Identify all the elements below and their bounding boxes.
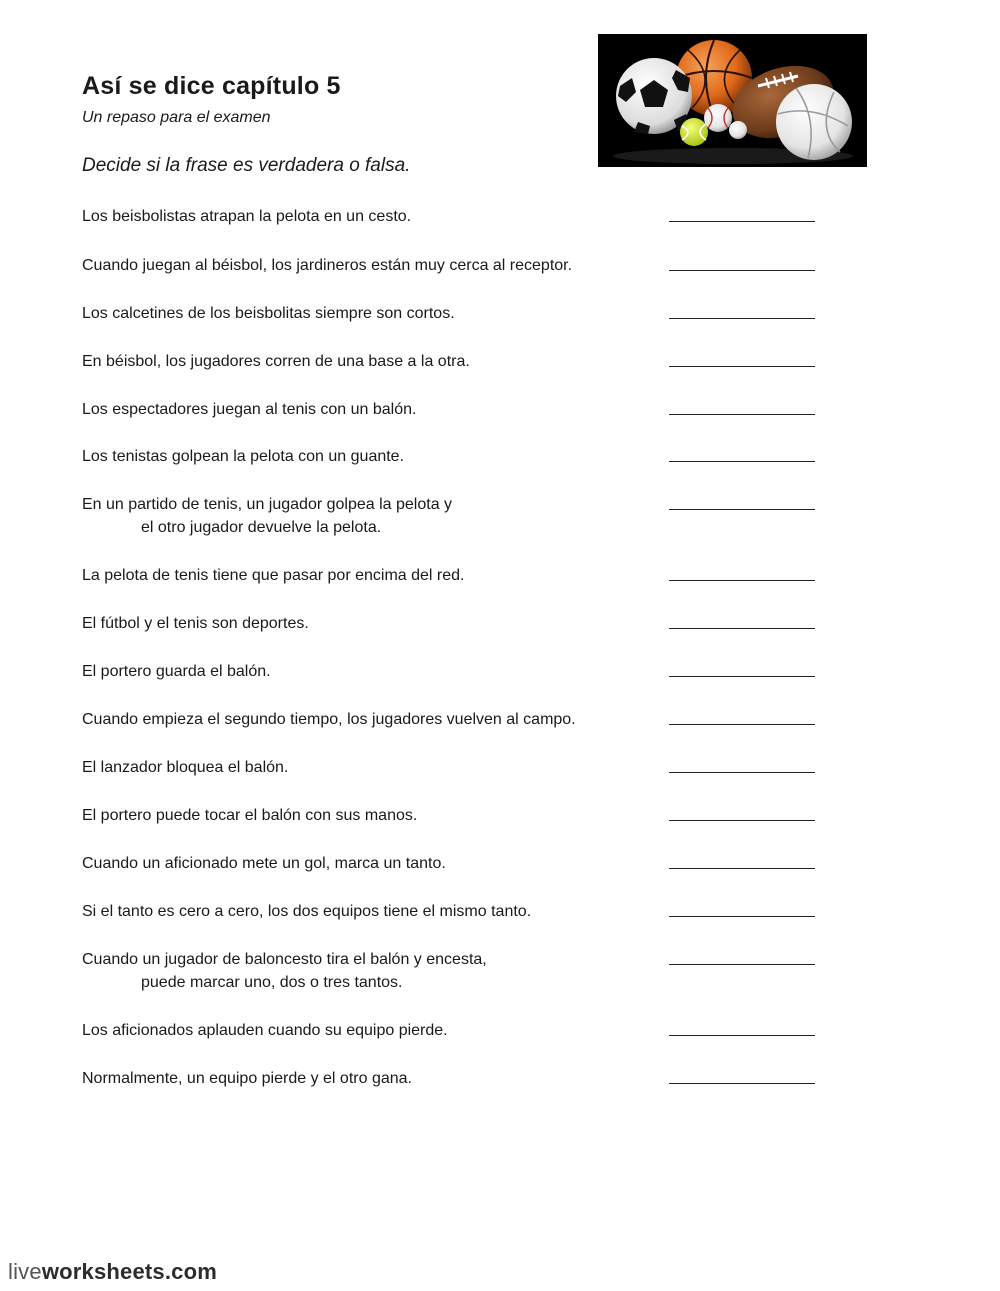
statement-item	[82, 493, 822, 564]
answer-blank[interactable]	[669, 964, 815, 965]
statement-item	[82, 350, 822, 398]
answer-blank[interactable]	[669, 820, 815, 821]
answer-blank[interactable]	[669, 676, 815, 677]
answer-blank[interactable]	[669, 772, 815, 773]
statement-text: Si el tanto es cero a cero, los dos equipos tiene el mismo tanto.	[82, 903, 532, 920]
worksheet-title: Así se dice capítulo 5	[82, 72, 341, 100]
sports-balls-photo	[598, 34, 867, 167]
statement-item	[82, 900, 822, 948]
statement-item	[82, 708, 822, 756]
brand-suffix: .com	[164, 1259, 218, 1284]
site-brand	[8, 1259, 217, 1285]
statement-text: El portero guarda el balón.	[82, 663, 271, 680]
statement-item	[82, 398, 822, 445]
statement-text: Los tenistas golpean la pelota con un guante.	[82, 448, 405, 465]
statement-item	[82, 254, 822, 302]
statement-text: Cuando juegan al béisbol, los jardineros están muy cerca al receptor.	[82, 257, 573, 274]
statement-text: Los espectadores juegan al tenis con un balón.	[82, 401, 417, 418]
volleyball-icon	[776, 84, 852, 160]
statement-text: El fútbol y el tenis son deportes.	[82, 615, 309, 632]
sports-balls-illustration	[598, 34, 867, 167]
answer-blank[interactable]	[669, 724, 815, 725]
answer-blank[interactable]	[669, 461, 815, 462]
answer-blank[interactable]	[669, 509, 815, 510]
instructions: Decide si la frase es verdadera o falsa.	[82, 155, 411, 176]
statement-text: Los calcetines de los beisbolitas siempre son cortos.	[82, 305, 455, 322]
statement-item	[82, 205, 822, 254]
brand-light: live	[8, 1259, 42, 1284]
worksheet-subtitle: Un repaso para el examen	[82, 109, 271, 126]
baseball-icon	[704, 104, 732, 132]
answer-blank[interactable]	[669, 221, 815, 222]
statement-text: En un partido de tenis, un jugador golpea la pelota y	[82, 496, 453, 513]
golf-ball-icon	[729, 121, 747, 139]
answer-blank[interactable]	[669, 270, 815, 271]
soccer-ball-icon	[616, 58, 692, 134]
statement-text: El lanzador bloquea el balón.	[82, 759, 289, 776]
answer-blank[interactable]	[669, 414, 815, 415]
answer-blank[interactable]	[669, 1083, 815, 1084]
answer-blank[interactable]	[669, 628, 815, 629]
statement-continuation: el otro jugador devuelve la pelota.	[141, 519, 382, 536]
statement-item	[82, 948, 822, 1019]
statement-continuation: puede marcar uno, dos o tres tantos.	[141, 974, 403, 991]
answer-blank[interactable]	[669, 868, 815, 869]
statement-text: El portero puede tocar el balón con sus manos.	[82, 807, 418, 824]
statement-text: Los beisbolistas atrapan la pelota en un cesto.	[82, 208, 412, 225]
answer-blank[interactable]	[669, 1035, 815, 1036]
statement-text: Normalmente, un equipo pierde y el otro gana.	[82, 1070, 412, 1087]
statement-list	[82, 205, 822, 1115]
answer-blank[interactable]	[669, 318, 815, 319]
brand-bold: worksheets	[41, 1259, 165, 1284]
statement-item	[82, 612, 822, 660]
statement-text: Cuando un jugador de baloncesto tira el balón y encesta,	[82, 951, 487, 968]
statement-text: Los aficionados aplauden cuando su equipo pierde.	[82, 1022, 448, 1039]
answer-blank[interactable]	[669, 580, 815, 581]
statement-text: La pelota de tenis tiene que pasar por encima del red.	[82, 567, 465, 584]
statement-text: En béisbol, los jugadores corren de una base a la otra.	[82, 353, 470, 370]
statement-item	[82, 564, 822, 612]
statement-item	[82, 756, 822, 804]
statement-item	[82, 445, 822, 493]
statement-item	[82, 852, 822, 900]
statement-text: Cuando empieza el segundo tiempo, los jugadores vuelven al campo.	[82, 711, 576, 728]
statement-item	[82, 302, 822, 350]
statement-item	[82, 1019, 822, 1067]
statement-item	[82, 1067, 822, 1115]
statement-item	[82, 660, 822, 708]
statement-item	[82, 804, 822, 852]
answer-blank[interactable]	[669, 916, 815, 917]
statement-text: Cuando un aficionado mete un gol, marca un tanto.	[82, 855, 446, 872]
tennis-ball-icon	[680, 118, 708, 146]
answer-blank[interactable]	[669, 366, 815, 367]
